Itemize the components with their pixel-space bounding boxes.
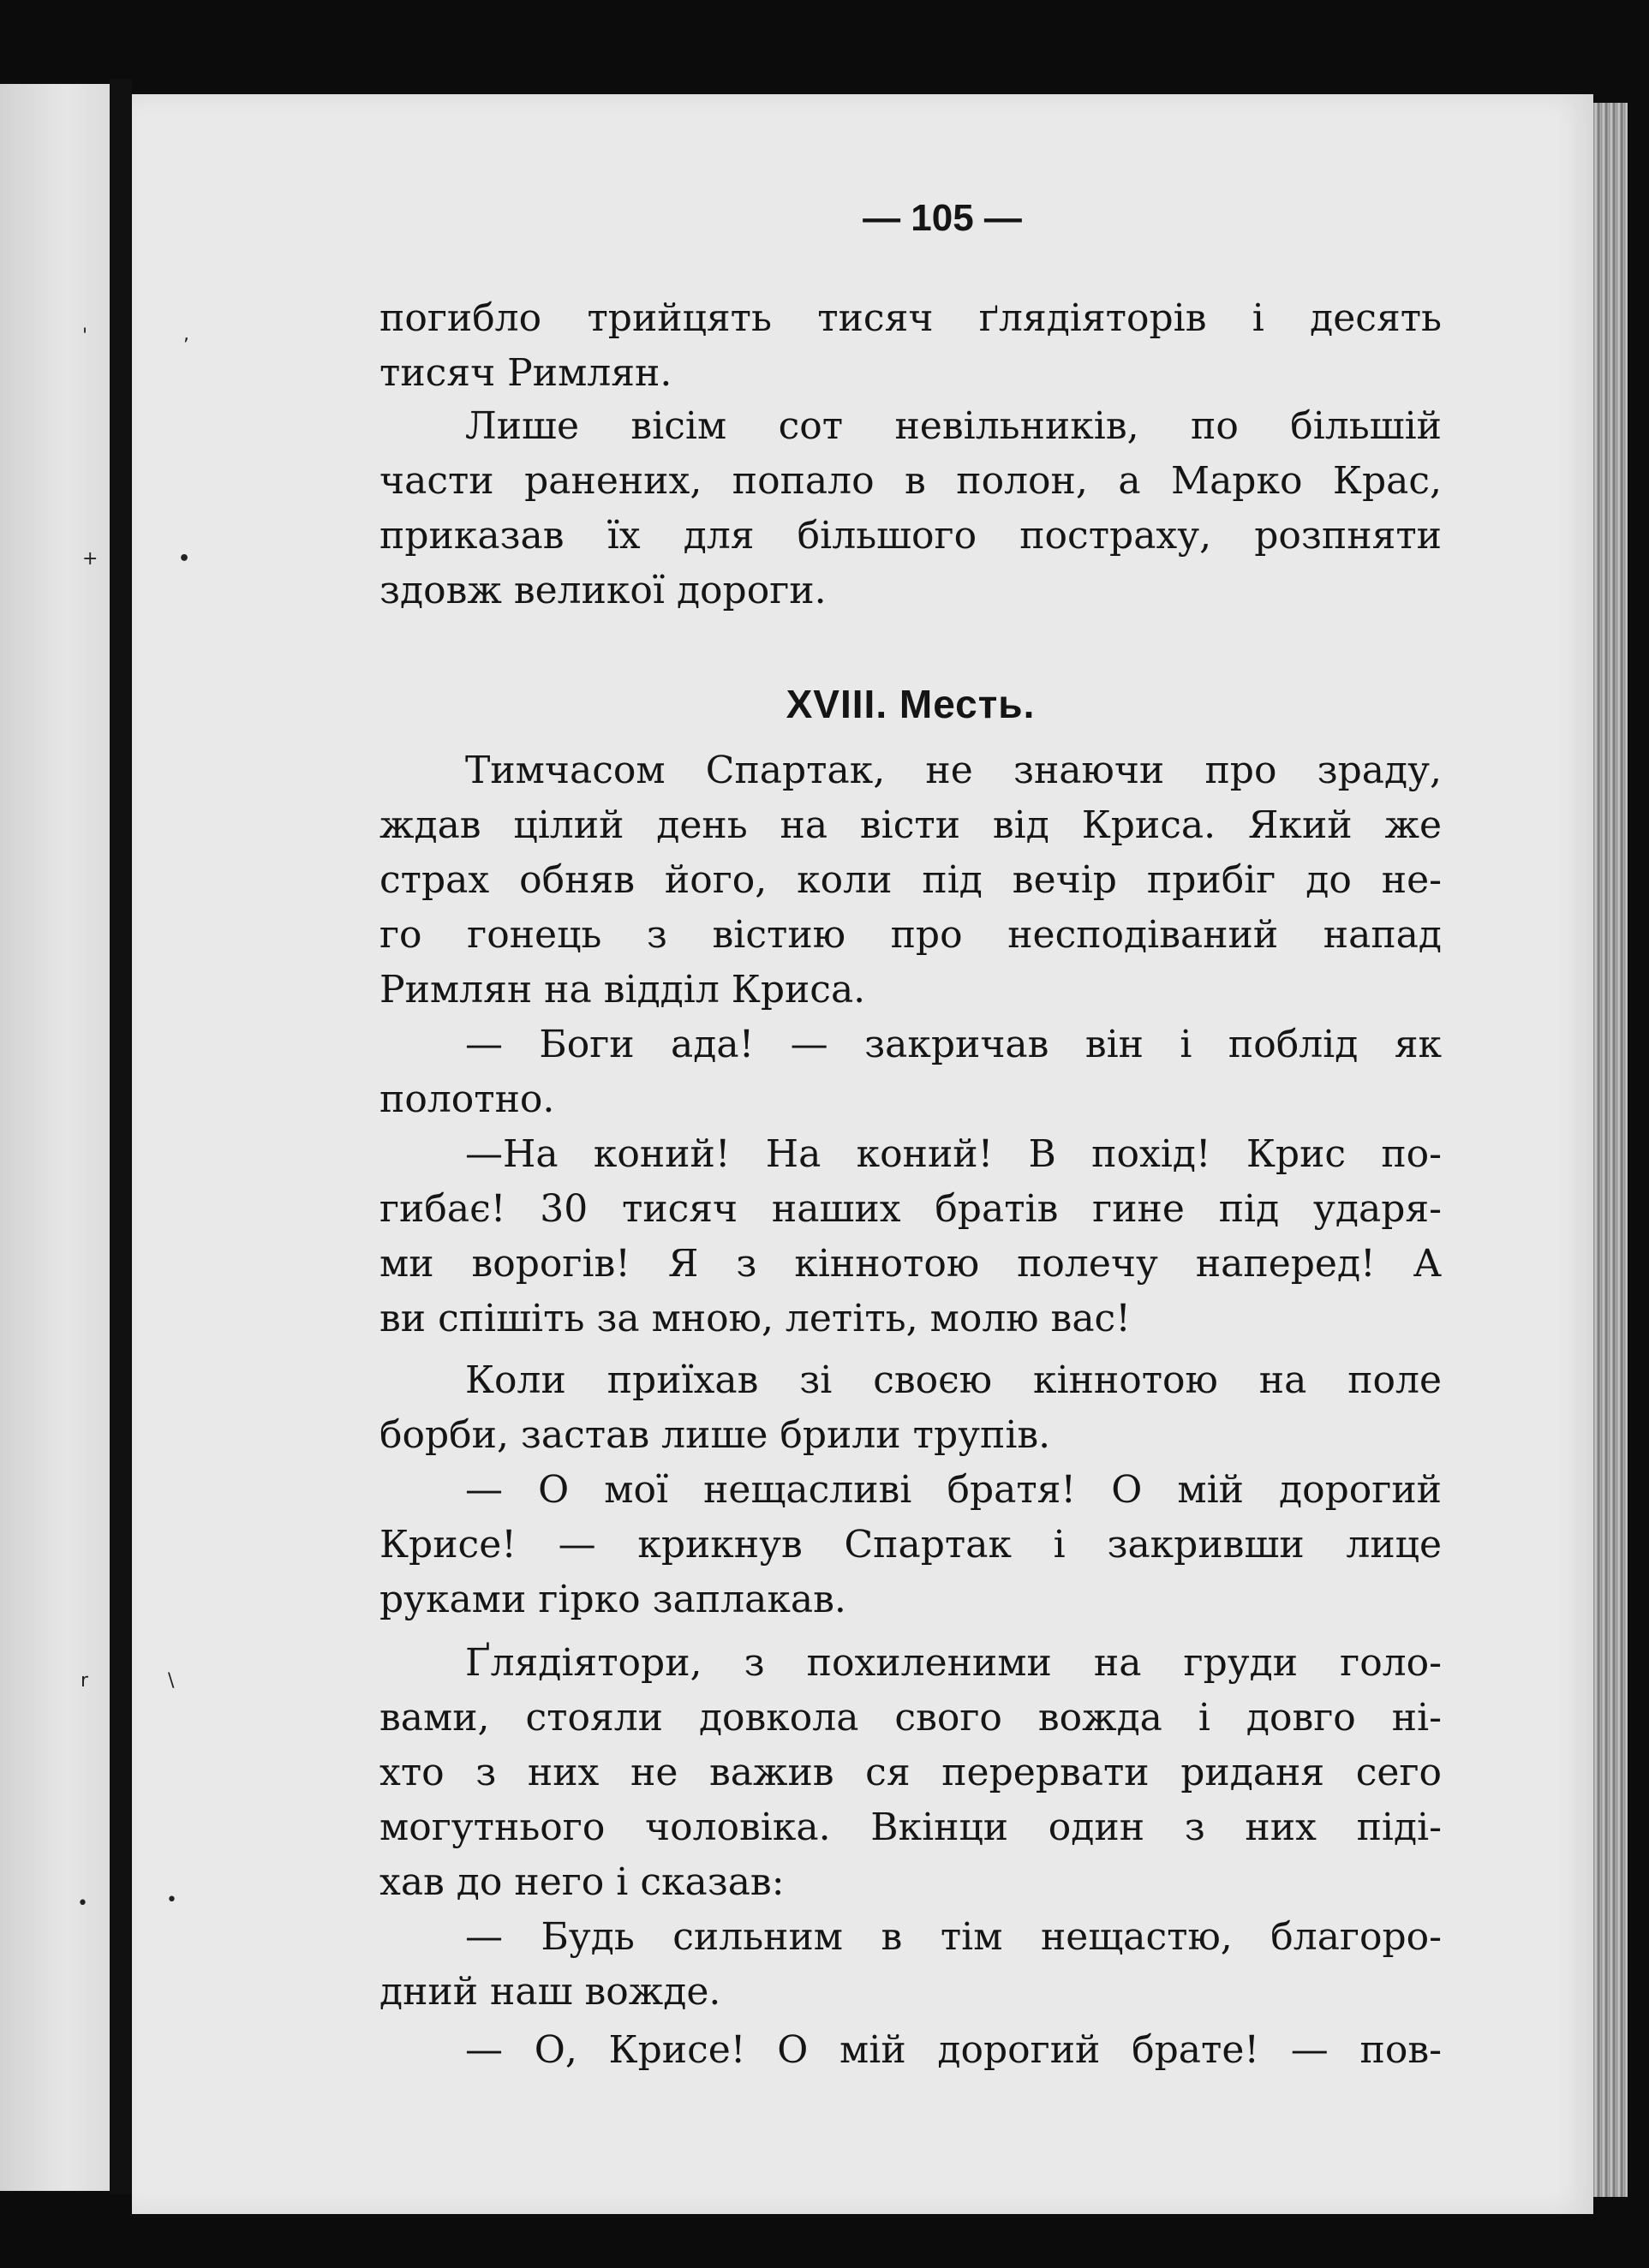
text-line: полотно. — [379, 1077, 555, 1121]
paragraph — [379, 1018, 1442, 1127]
text-line: — Будь сильним в тім нещастю, благоро- — [465, 1915, 1442, 1959]
text-line: вами, стояли довкола свого вожда і довго ні- — [379, 1696, 1442, 1740]
text-line: борби, застав лише брили трупів. — [379, 1413, 1051, 1457]
book-spine — [110, 79, 132, 2194]
text-line: могутнього чоловіка. Вкінци один з них піді- — [379, 1805, 1442, 1849]
text-line: Тимчасом Спартак, не знаючи про зраду, — [465, 749, 1442, 792]
speck-mark: • — [178, 548, 191, 570]
paragraph-continuation — [379, 291, 1442, 401]
text-line: ждав цілий день на вісти від Криса. Який же — [379, 803, 1442, 847]
section-heading-block — [379, 677, 1442, 731]
speck-mark: • — [166, 1889, 177, 1911]
text-line: приказав їх для більшого постраху, розпняти — [379, 514, 1442, 558]
page-number: — 105 — — [863, 197, 1022, 239]
text-line: руками гірко заплакав. — [379, 1578, 846, 1621]
text-line: здовж великої дороги. — [379, 569, 827, 612]
text-line: Коли приїхав зі своєю кіннотою на поле — [465, 1358, 1442, 1402]
paragraph — [379, 1353, 1442, 1463]
text-line: —На коний! На коний! В похід! Крис по- — [465, 1132, 1442, 1176]
text-line: части ранених, попало в полон, а Марко Крас, — [379, 459, 1442, 503]
text-line: Крисе! — крикнув Спартак і закривши лице — [379, 1523, 1442, 1567]
paragraph — [379, 743, 1442, 1018]
paragraph — [379, 1463, 1442, 1627]
speck-mark: • — [77, 1893, 88, 1914]
text-line: гибає! 30 тисяч наших братів гине під ударя- — [379, 1187, 1442, 1231]
text-line: ви спішіть за мною, летіть, молю вас! — [379, 1297, 1131, 1340]
text-line: хав до него і сказав: — [379, 1860, 785, 1904]
paragraph — [379, 1636, 1442, 1910]
left-page-edge — [0, 84, 110, 2191]
section-heading: XVIII. Месть. — [786, 682, 1036, 726]
text-line: Ґлядіятори, з похиленими на груди голо- — [465, 1641, 1442, 1685]
text-line: Лише вісім сот невільників, по більшій — [465, 404, 1442, 448]
text-line: ми ворогів! Я з кіннотою полечу наперед! А — [379, 1242, 1442, 1286]
paragraph — [379, 1127, 1442, 1346]
text-line: — Боги ада! — закричав він і поблід як — [465, 1023, 1442, 1066]
speck-mark: \ — [168, 1670, 175, 1692]
speck-mark: ' — [82, 325, 88, 347]
text-line: Римлян на відділ Криса. — [379, 968, 866, 1012]
speck-mark: r — [81, 1670, 89, 1692]
speck-mark: , — [183, 324, 189, 345]
speck-mark: + — [82, 548, 99, 570]
text-line: дний наш вожде. — [379, 1970, 721, 2014]
text-line: — О мої нещасливі братя! О мій дорогий — [465, 1468, 1442, 1512]
paragraph — [379, 2023, 1442, 2078]
paragraph — [379, 399, 1442, 618]
text-line: погибло трийцять тисяч ґлядіяторів і десять — [379, 296, 1442, 340]
text-line: — О, Крисе! О мій дорогий брате! — пов- — [465, 2028, 1442, 2072]
text-line: го гонець з вістию про несподіваний напад — [379, 913, 1442, 957]
text-line: тисяч Римлян. — [379, 351, 672, 395]
text-line: страх обняв його, коли під вечір прибіг до не- — [379, 858, 1442, 902]
text-line: хто з них не важив ся перервати риданя сего — [379, 1751, 1442, 1794]
paragraph — [379, 1910, 1442, 2020]
page-stack-edge — [1593, 103, 1628, 2197]
